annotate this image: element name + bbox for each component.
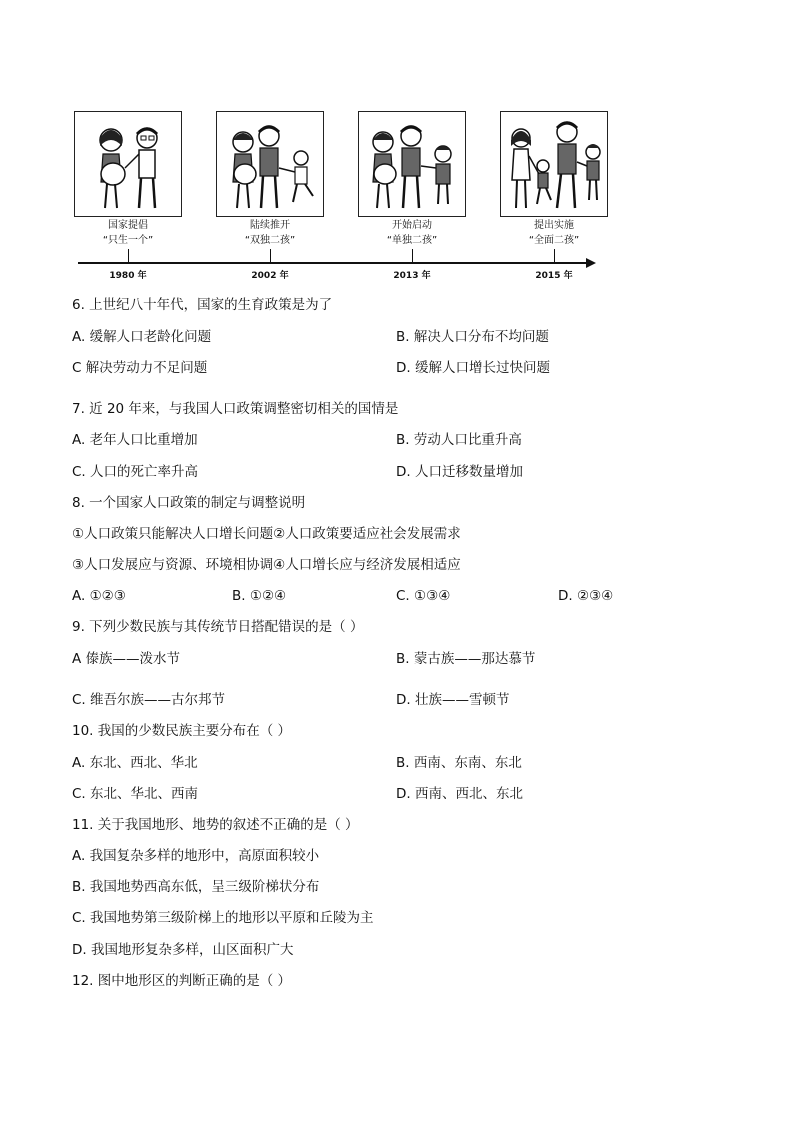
question-7-stem: 7. 近 20 年来，与我国人口政策调整密切相关的国情是 — [72, 401, 399, 417]
family-panel-2002 — [216, 111, 324, 217]
question-11-option-b: B. 我国地势西高东低，呈三级阶梯状分布 — [72, 879, 320, 895]
question-6-stem: 6. 上世纪八十年代，国家的生育政策是为了 — [72, 297, 333, 313]
question-9-option-b: B. 蒙古族——那达慕节 — [396, 651, 536, 667]
question-8-statements-2: ③人口发展应与资源、环境相协调④人口增长应与经济发展相适应 — [72, 557, 461, 573]
family-illustration — [359, 112, 465, 216]
question-9-option-c: C. 维吾尔族——古尔邦节 — [72, 692, 226, 708]
caption-line2: “全面二孩” — [528, 235, 580, 246]
question-9-stem: 9. 下列少数民族与其传统节日搭配错误的是（ ） — [72, 619, 364, 635]
family-panel-1980 — [74, 111, 182, 217]
caption-line2: “单独二孩” — [386, 235, 438, 246]
caption-2002 — [210, 218, 330, 248]
question-10-stem: 10. 我国的少数民族主要分布在（ ） — [72, 723, 292, 739]
caption-2013 — [352, 218, 472, 248]
question-9-option-d: D. 壮族——雪顿节 — [396, 692, 510, 708]
policy-timeline-figure — [72, 108, 602, 283]
question-6-option-d: D. 缓解人口增长过快问题 — [396, 360, 550, 376]
question-10-option-b: B. 西南、东南、东北 — [396, 755, 522, 771]
caption-line1: 国家提倡 — [108, 220, 148, 231]
question-9-option-a: A 傣族——泼水节 — [72, 651, 181, 667]
question-7-option-a: A. 老年人口比重增加 — [72, 432, 198, 448]
caption-1980 — [68, 218, 188, 248]
year-label: 2002 年 — [251, 271, 289, 281]
question-10-option-c: C. 东北、华北、西南 — [72, 786, 199, 802]
question-7-option-c: C. 人口的死亡率升高 — [72, 464, 199, 480]
family-illustration — [217, 112, 323, 216]
question-7-option-d: D. 人口迁移数量增加 — [396, 464, 523, 480]
question-7-option-b: B. 劳动人口比重升高 — [396, 432, 522, 448]
question-10-option-a: A. 东北、西北、华北 — [72, 755, 198, 771]
question-10-option-d: D. 西南、西北、东北 — [396, 786, 523, 802]
question-6-option-c: C 解决劳动力不足问题 — [72, 360, 208, 376]
caption-line1: 陆续推开 — [250, 220, 290, 231]
question-8-option-c: C. ①③④ — [396, 588, 451, 604]
question-11-option-a: A. 我国复杂多样的地形中，高原面积较小 — [72, 848, 320, 864]
family-illustration — [501, 112, 607, 216]
caption-line2: “只生一个” — [102, 235, 154, 246]
question-11-option-c: C. 我国地势第三级阶梯上的地形以平原和丘陵为主 — [72, 910, 374, 926]
caption-line1: 开始启动 — [392, 220, 432, 231]
caption-line1: 提出实施 — [534, 220, 574, 231]
question-6-option-a: A. 缓解人口老龄化问题 — [72, 329, 212, 345]
timeline-tick — [554, 249, 555, 263]
question-6-option-b: B. 解决人口分布不均问题 — [396, 329, 549, 345]
question-8-option-b: B. ①②④ — [232, 588, 287, 604]
timeline-tick — [270, 249, 271, 263]
question-8-stem: 8. 一个国家人口政策的制定与调整说明 — [72, 495, 306, 511]
family-panel-2013 — [358, 111, 466, 217]
year-label: 1980 年 — [109, 271, 147, 281]
couple-illustration — [75, 112, 181, 216]
arrow-right-icon — [586, 258, 596, 268]
year-label: 2015 年 — [535, 271, 573, 281]
question-11-option-d: D. 我国地形复杂多样，山区面积广大 — [72, 942, 294, 958]
year-label: 2013 年 — [393, 271, 431, 281]
question-8-option-a: A. ①②③ — [72, 588, 126, 604]
question-8-option-d: D. ②③④ — [558, 588, 614, 604]
caption-line2: “双独二孩” — [244, 235, 296, 246]
question-12-stem: 12. 图中地形区的判断正确的是（ ） — [72, 973, 292, 989]
timeline-axis — [78, 262, 588, 264]
caption-2015 — [494, 218, 614, 248]
timeline-tick — [128, 249, 129, 263]
timeline-tick — [412, 249, 413, 263]
question-11-stem: 11. 关于我国地形、地势的叙述不正确的是（ ） — [72, 817, 359, 833]
family-panel-2015 — [500, 111, 608, 217]
question-8-statements-1: ①人口政策只能解决人口增长问题②人口政策要适应社会发展需求 — [72, 526, 461, 542]
